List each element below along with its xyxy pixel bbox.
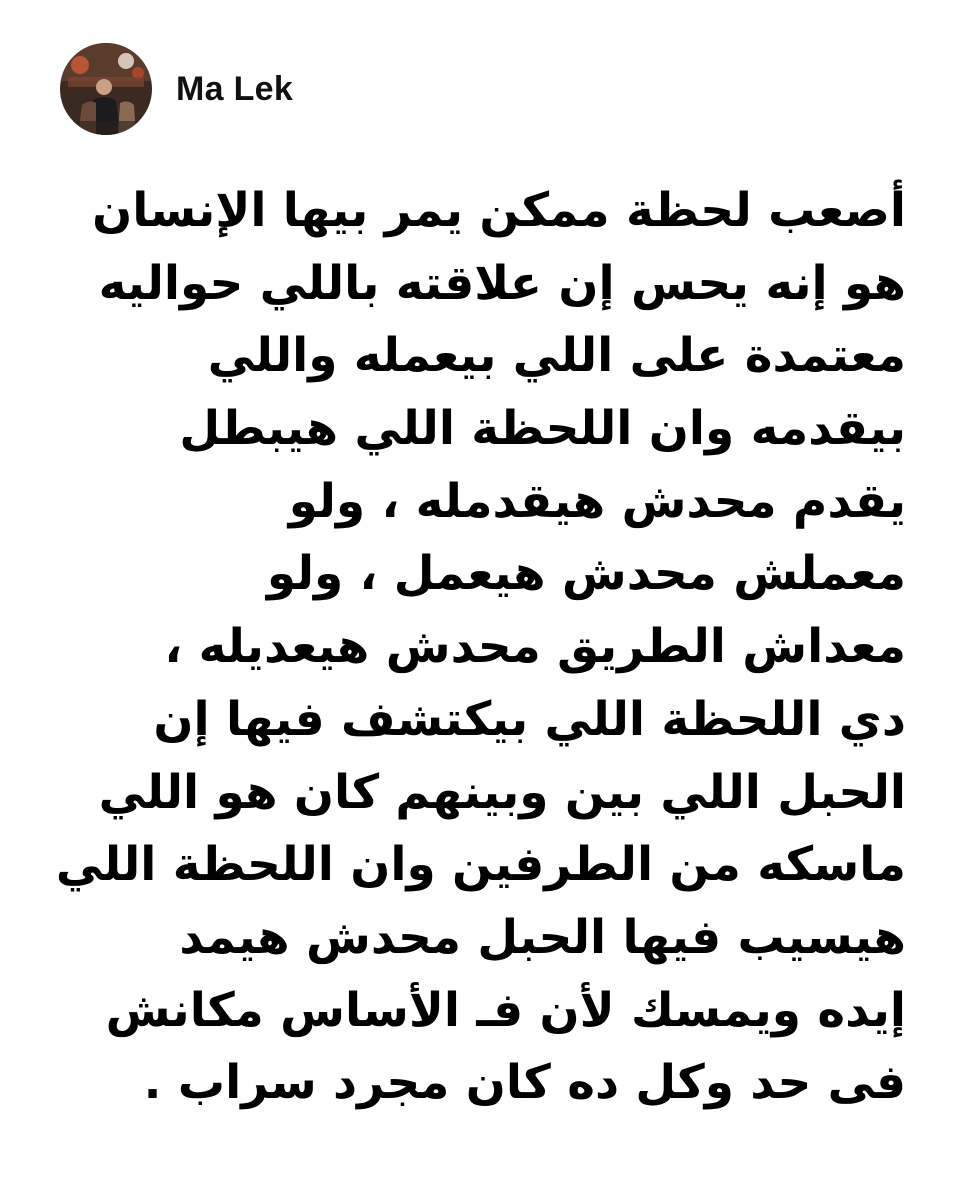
post-line: الحبل اللي بين وبينهم كان هو اللي: [98, 764, 906, 820]
post-line: فى حد وكل ده كان مجرد سراب .: [143, 1055, 906, 1111]
post-line: معداش الطريق محدش هيعديله ،: [164, 619, 906, 675]
post-line: ماسكه من الطرفين وان اللحظة اللي: [55, 837, 906, 893]
post-text: [55, 175, 906, 1120]
post-header: [60, 43, 293, 135]
post-line: إيده ويمسك لأن فـ الأساس مكانش: [105, 982, 906, 1038]
post-line: بيقدمه وان اللحظة اللي هيبطل: [179, 401, 906, 457]
post-line: معتمدة على اللي بيعمله واللي: [207, 328, 906, 384]
avatar[interactable]: [60, 43, 152, 135]
profile-photo-icon: [60, 43, 152, 135]
post-line: دي اللحظة اللي بيكتشف فيها إن: [153, 691, 906, 747]
post-line: هيسيب فيها الحبل محدش هيمد: [179, 909, 906, 965]
author-name[interactable]: Ma Lek: [176, 69, 294, 108]
post-line: معملش محدش هيعمل ، ولو: [266, 546, 906, 602]
post-line: أصعب لحظة ممكن يمر بيها الإنسان: [92, 183, 906, 238]
post-line: هو إنه يحس إن علاقته باللي حواليه: [98, 255, 906, 311]
post-line: يقدم محدش هيقدمله ، ولو: [288, 473, 906, 529]
